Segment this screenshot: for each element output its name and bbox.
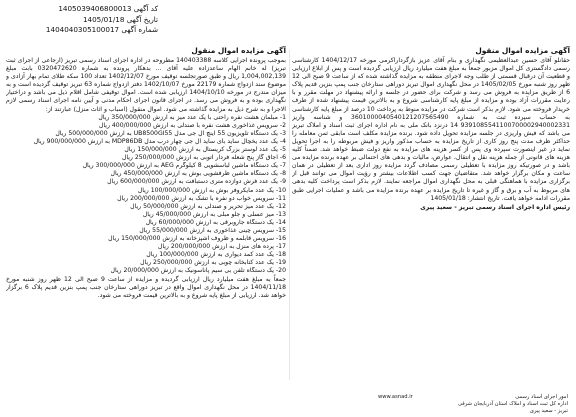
notice-metadata xyxy=(8,4,158,36)
left-column xyxy=(6,46,286,416)
list-item: 12- یک عدد میز تحریر و صندلی به ارزش 50/000/000 ریال xyxy=(130,202,286,210)
asset-list xyxy=(6,114,286,276)
right-column xyxy=(292,46,570,416)
list-item: 3- یک دستگاه تلویزیون 55 اینچ ال جی مدل UB8500GI55 به ارزش 500/000/000 ریال xyxy=(55,129,286,137)
notice-number: شماره آگهی 1404040305100017 xyxy=(45,25,158,34)
left-column-body: بموجب پرونده اجرایی کلاسه 140403388 مطروحه در اداره اجرای اسناد رسمی تبریز (ارجاعی از اجرای ثبت تبریز) له خانم الهام ساعدزاده علیه آقای ... بدهکار پرونده به شماره 0320472620 بابت مبلغ 1,004,002,139 ریال و طبق صورتجلسه توقیف مورخ 1402/12/07 تعداد 100 سکه طلای تمام بهار آزادی و موضوع سند ازدواج شماره 22179 مورخ 1402/10/07 دفتر ازدواج شماره 63 تبریز توقیف گردیده است و به میزان مندرج در مورخه 1404/10/10 ارزیابی شده است. اموال توقیفی شامل اقلام ذیل می باشد و دراختیار نگهداری بوده و به فروش می رسد. در اجرای قانون اجرای احکام مدنی و آیین نامه اجرای اسناد رسمی لازم الاجرا و به شرح ذیل به مزایده گذاشته می شود. اموال منقول (اسباب و اثاث منزل) عبارتند از: xyxy=(6,57,286,113)
list-item: 15- سرویس چینی غذاخوری به ارزش 55/000/000 ریال xyxy=(139,226,286,234)
footer-site-link[interactable]: www.asnad.ir xyxy=(378,394,413,400)
list-item: 2- سرویس غذاخوری هشت نفره با صندلی به ارزش 400/000/000 ریال xyxy=(98,121,286,129)
notice-date: تاریخ آگهی 1405/01/18 xyxy=(82,14,158,24)
list-item: 6- اجاق گاز پنج شعله فردار اتوبی به ارزش 250/000/000 ریال xyxy=(121,154,286,162)
list-item: 11- سرویس خواب دو نفره با تشک به ارزش 200/000/000 ریال xyxy=(117,194,286,202)
left-column-closing: جمعاً به مبلغ هفت میلیارد ریال ارزیابی گردیده و مزایده از ساعت 9 صبح الی 12 ظهر روز شنبه مورخ 1404/11/18 در محل نگهداری اموال واقع در تبریز دوراهی ستارخان جنب پمپ بنزین قدیم پلاک 6 برگزار خواهد شد. ارزیابی از مبلغ پایه شروع و به بالاترین قیمت فروخته می شود. xyxy=(6,275,286,299)
list-item: 17- پرده های منزل به ارزش 200/000/000 ریال xyxy=(157,243,286,251)
list-item: 19- یک عدد کتابخانه چوبی به ارزش 250/000/000 ریال xyxy=(140,259,286,267)
right-column-body: حقانلو آقای حسین عبدالعظیمی نگهداری و بنام آقای عزیز بازگرداراکرمی مورخه 1404/12/17 کارشناسی رسمی دادگستری کل اموال مزبور جمعاً به مبلغ هفت میلیارد ریال ارزیابی گردیده است و پس از ابلاغ ارزیابی و قطعیت آن درقبال قسمتی از طلب وجه لاجرای منطقه به مزایده گذاشته شده که از ساعت 9 صبح الی 12 ظهر روز شنبه مورخ 1405/02/05 در محل نگهداری اموال تبریز دوراهی ستارخان جنب پمپ بنزین قدیم پلاک 6 از طریق مزایده به فروش می رسد و شرکت برای حضور در جلسه و ارائه پیشنهاد در مهلت مقرر و با رعایت مقررات آزاد بوده و مزایده از مبلغ پایه کارشناسی شروع و به بالاترین قیمت پیشنهاد شده از طرف خریدار فروخته می شود. لازم بذکر است شرکت در مزایده منوط به پرداخت 10 درصد از مبلغ پایه کارشناسی به حساب سپرده ثبت به شماره 3601000040540121207565490 و شناسه واریز 9391085541100700002940002331 14 درنزد بانک ملی به نام اداره اجرای ثبت اسناد و املاک تبریز می باشد که فیش واریزی در جلسه مزایده تحویل داده شود. برنده مزایده مکلف است مابقی ثمن معامله را حداکثر ظرف مدت پنج روز کاری از تاریخ مزایده به حساب مذکور واریز و فیش مربوطه را به اجرا تحویل نماید در غیر اینصورت سپرده وی پس از کسر هزینه های مزایده به نفع دولت ضبط خواهد شد. ضمناً کلیه هزینه های قانونی از جمله هزینه نقل و انتقال، عوارض، مالیات و بدهی های احتمالی بر عهده برنده مزایده می باشد و در صورتیکه روز مزایده با تعطیلی رسمی مصادف گردد مزایده روز اداری بعد از تعطیلی در همان ساعت و مکان برگزار خواهد شد. متقاضیان جهت کسب اطلاعات بیشتر و رؤیت اموال می توانند قبل از برگزاری مزایده با هماهنگی قبلی به محل نگهداری اموال مراجعه نمایند. لازم بذکر است پرداخت کلیه بدهی های مربوط به آب و برق و گاز و غیره تا تاریخ مزایده بر عهده برنده مزایده می باشد و عملیات اجرایی طبق مقررات ادامه خواهد یافت. تاریخ انتشار: 1405/01/18 xyxy=(292,57,570,202)
list-item: 14- یک دستگاه جاروبرقی به ارزش 60/000/000 ریال xyxy=(145,218,286,226)
list-item: 16- سرویس قابلمه و ظروف آشپزخانه به ارزش 150/000/000 ریال xyxy=(108,235,286,243)
footer-office: امور اجرای اسناد رسمی xyxy=(515,394,568,400)
list-item: 10- یک عدد مایکروفر بوش به ارزش 100/000/000 ریال xyxy=(137,186,286,194)
footer-organization: اداره کل ثبت اسناد و املاک استان آذربایجان شرقی xyxy=(457,401,568,407)
right-column-title: آگهی مزایده اموال منقول xyxy=(475,46,570,55)
notice-footer xyxy=(378,394,568,415)
list-item: 7- یک دستگاه ماشین لباسشویی 8 کیلوگرم AEG به ارزش 300/000/000 ریال xyxy=(82,162,286,170)
column-divider xyxy=(289,50,290,380)
tracking-code: کد آگهی 1405039406800013 xyxy=(58,4,158,13)
left-column-title: آگهی مزایده اموال منقول xyxy=(191,46,286,55)
list-item: 8- یک دستگاه ماشین ظرفشویی بوش به ارزش 450/000/000 ریال xyxy=(110,170,286,178)
footer-signer: تبریز - سعید پیری xyxy=(529,408,568,414)
list-item: 9- یک عدد فرش دوازده متری دستبافت به ارزش 600/000/000 ریال xyxy=(107,178,286,186)
list-item: 4- یک عدد یخچال ساید بای ساید ال جی چهار درب مدل MDP86DB به ارزش 900/000/000 ریال xyxy=(33,137,286,145)
signature: رئیس اداره اجرای اسناد رسمی تبریز - سعید پیری xyxy=(420,203,570,211)
list-item: 18- یک عدد کمد دیواری به ارزش 100/000/000 ریال xyxy=(146,251,286,259)
list-item: 1- مبلمان هشت نفره راحتی با یک عدد میز به ارزش 350/000/000 ریال xyxy=(98,113,286,121)
list-item: 20- یک دستگاه تلفن بی سیم پاناسونیک به ارزش 20/000/000 ریال xyxy=(110,267,286,275)
list-item: 5- یک عدد لوستر بزرگ کریستال به ارزش 150/000/000 ریال xyxy=(124,146,286,154)
list-item: 13- میز عسلی و جلو مبلی به ارزش 45/000/000 ریال xyxy=(142,210,286,218)
